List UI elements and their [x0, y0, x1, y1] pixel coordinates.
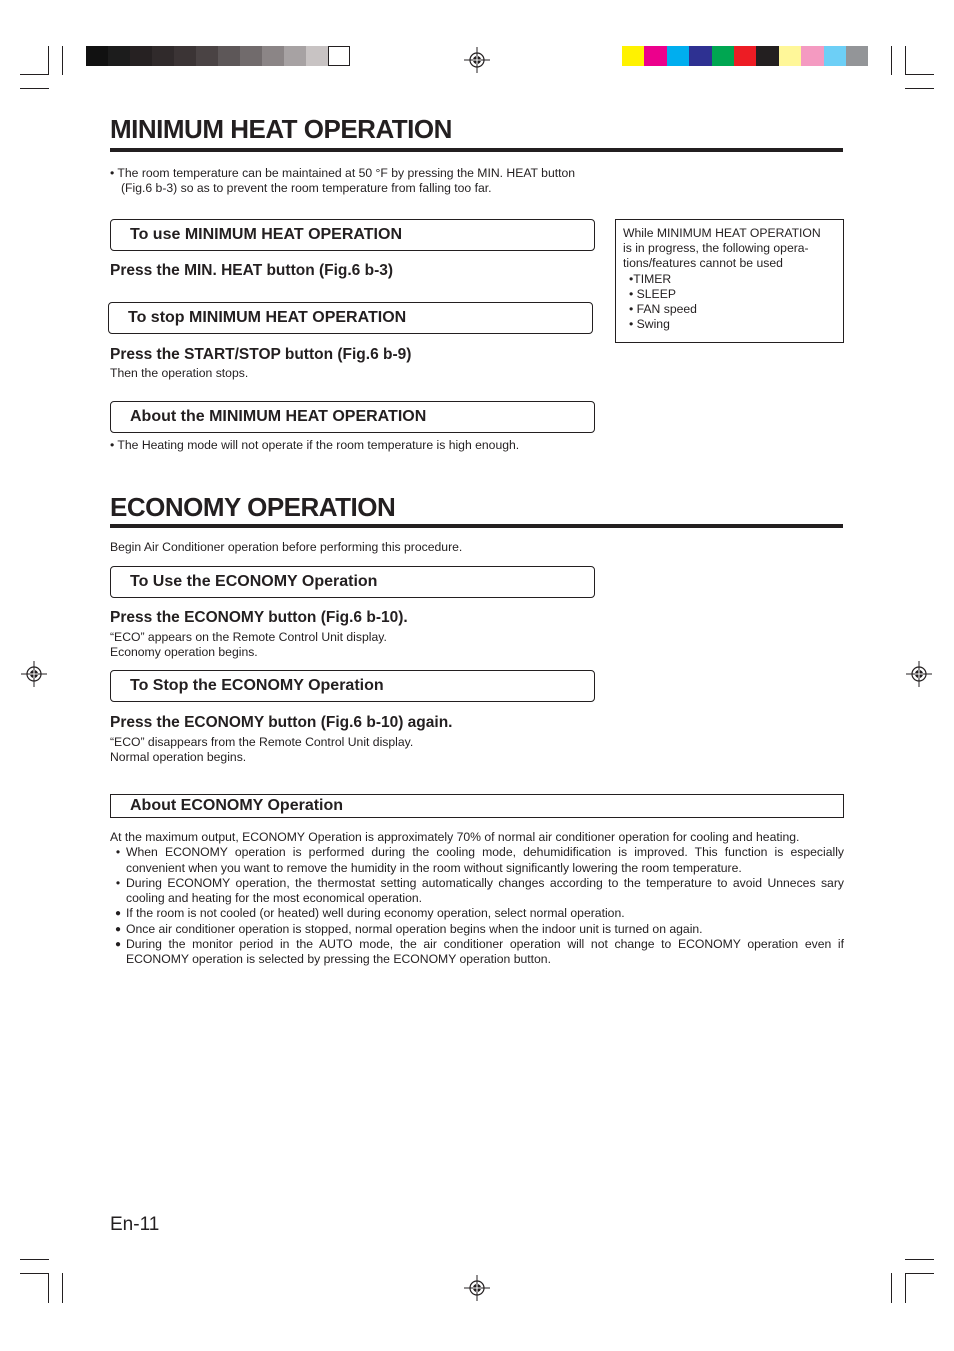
color-swatch — [328, 46, 350, 66]
min-heat-intro-line2: (Fig.6 b-3) so as to prevent the room temperature from falling too far. — [121, 181, 492, 195]
list-item — [110, 937, 844, 968]
stop-min-heat-heading: To stop MINIMUM HEAT OPERATION — [108, 302, 593, 334]
about-economy-body — [110, 830, 844, 968]
color-swatch — [152, 46, 174, 66]
about-economy-heading: About ECONOMY Operation — [110, 794, 844, 818]
note-line: is in progress, the following opera- — [623, 241, 809, 256]
note-item-sleep: • SLEEP — [629, 286, 676, 301]
use-economy-instruction: Press the ECONOMY button (Fig.6 b-10). — [110, 609, 408, 626]
list-item-text: Once air conditioner operation is stopped, normal operation begins when the indoor unit is turned on again. — [126, 921, 703, 936]
stop-min-heat-instruction: Press the START/STOP button (Fig.6 b-9) — [110, 346, 412, 363]
color-swatch — [306, 46, 328, 66]
stop-economy-heading: To Stop the ECONOMY Operation — [110, 670, 595, 702]
color-swatch — [218, 46, 240, 66]
stop-economy-instruction: Press the ECONOMY button (Fig.6 b-10) again. — [110, 714, 453, 731]
list-item — [110, 906, 844, 921]
color-swatch — [130, 46, 152, 66]
color-swatch — [196, 46, 218, 66]
bullet-marker: • — [115, 875, 121, 890]
about-min-heat-text: • The Heating mode will not operate if the room temperature is high enough. — [110, 438, 520, 452]
section-rule — [110, 524, 843, 528]
color-swatch — [712, 46, 734, 66]
section-title-minimum-heat: MINIMUM HEAT OPERATION — [110, 114, 452, 144]
list-item — [110, 922, 844, 937]
color-swatch — [86, 46, 108, 66]
color-swatch — [644, 46, 666, 66]
use-economy-result-2: Economy operation begins. — [110, 645, 258, 659]
section-title-economy: ECONOMY OPERATION — [110, 492, 396, 522]
stop-economy-result-1: “ECO” disappears from the Remote Control Unit display. — [110, 735, 414, 749]
economy-intro: Begin Air Conditioner operation before performing this procedure. — [110, 540, 463, 554]
use-economy-heading: To Use the ECONOMY Operation — [110, 566, 595, 598]
list-item-text: During the monitor period in the AUTO mode, the air conditioner operation will not change to ECONOMY operation even if ECONOMY operation is selected by pressing the ECONOMY operation button. — [126, 937, 844, 967]
page-number: En-11 — [110, 1214, 160, 1235]
note-line: tions/features cannot be used — [623, 256, 783, 271]
list-item — [110, 845, 844, 876]
registration-mark-icon — [906, 661, 932, 687]
color-swatch — [846, 46, 868, 66]
use-min-heat-heading: To use MINIMUM HEAT OPERATION — [110, 219, 595, 251]
color-swatch — [262, 46, 284, 66]
registration-mark-icon — [464, 1275, 490, 1301]
min-heat-intro-line1: • The room temperature can be maintained at 50 °F by pressing the MIN. HEAT button — [110, 166, 576, 180]
color-swatch — [108, 46, 130, 66]
note-line: While MINIMUM HEAT OPERATION — [623, 226, 821, 240]
bullet-marker: ● — [114, 923, 122, 935]
bullet-marker: ● — [114, 908, 122, 920]
note-item-swing: • Swing — [629, 317, 670, 332]
registration-mark-icon — [464, 47, 490, 73]
list-item — [110, 876, 844, 907]
about-economy-intro: At the maximum output, ECONOMY Operation is approximately 70% of normal air conditioner operation for cooling and heating. — [110, 830, 800, 844]
list-item-text: During ECONOMY operation, the thermostat setting automatically changes according to the temperature to avoid Unneces sary cooling and heating for the most economical operation. — [126, 875, 844, 906]
registration-mark-icon — [21, 661, 47, 687]
list-item-text: If the room is not cooled (or heated) well during economy operation, select normal operation. — [126, 906, 625, 921]
color-swatch — [824, 46, 846, 66]
bullet-marker: • — [115, 845, 121, 860]
color-swatch — [779, 46, 801, 66]
use-min-heat-instruction: Press the MIN. HEAT button (Fig.6 b-3) — [110, 262, 394, 279]
list-item-text: When ECONOMY operation is performed during the cooling mode, dehumidification is improved. This function is especially convenient when you want to remove the humidity in the room without significantly lowering the room temperature. — [126, 845, 844, 875]
color-swatch — [689, 46, 711, 66]
color-swatch — [622, 46, 644, 66]
note-item-fan-speed: • FAN speed — [629, 302, 697, 317]
color-swatch — [667, 46, 689, 66]
color-swatch — [240, 46, 262, 66]
note-item-timer: •TIMER — [629, 271, 672, 286]
color-swatch — [174, 46, 196, 66]
about-min-heat-heading: About the MINIMUM HEAT OPERATION — [110, 401, 595, 433]
color-swatch — [734, 46, 756, 66]
color-swatch — [756, 46, 778, 66]
color-swatch — [801, 46, 823, 66]
stop-economy-result-2: Normal operation begins. — [110, 750, 247, 764]
use-economy-result-1: “ECO” appears on the Remote Control Unit display. — [110, 630, 387, 644]
min-heat-restrictions-note — [615, 219, 844, 343]
stop-min-heat-result: Then the operation stops. — [110, 366, 249, 380]
color-swatch — [284, 46, 306, 66]
bullet-marker: ● — [114, 939, 122, 951]
section-rule — [110, 148, 843, 152]
